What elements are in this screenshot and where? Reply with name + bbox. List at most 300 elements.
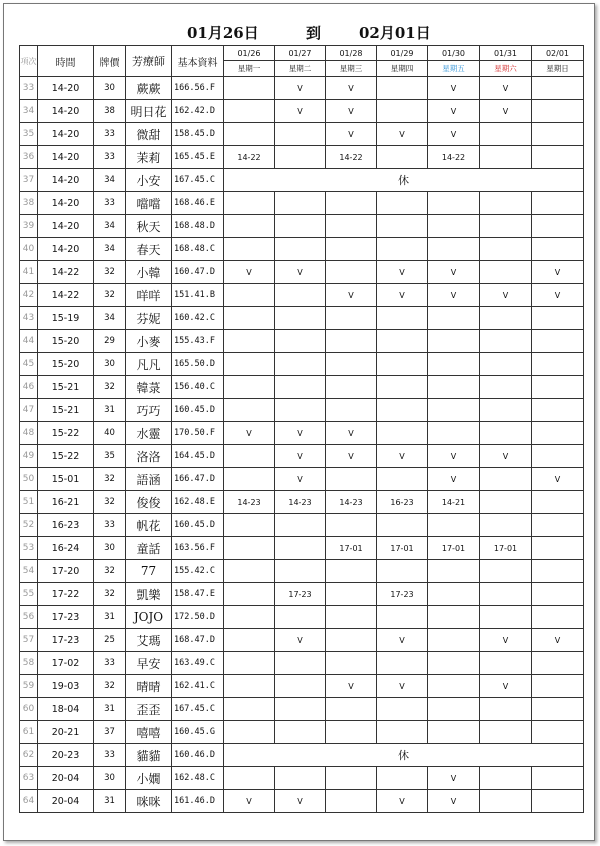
header-weekday: 星期三 [326, 61, 377, 77]
row-basic-info: 172.50.D [172, 606, 224, 629]
schedule-cell [480, 606, 532, 629]
schedule-cell [275, 215, 326, 238]
schedule-cell [224, 123, 275, 146]
schedule-cell [377, 353, 428, 376]
schedule-cell: V [275, 100, 326, 123]
schedule-cell [428, 238, 480, 261]
row-basic-info: 156.40.C [172, 376, 224, 399]
title-end-date: 02月01日 [359, 24, 431, 42]
schedule-cell [428, 422, 480, 445]
row-index: 48 [20, 422, 38, 445]
row-basic-info: 160.45.D [172, 514, 224, 537]
row-time: 14-20 [38, 146, 94, 169]
row-index: 52 [20, 514, 38, 537]
row-index: 38 [20, 192, 38, 215]
schedule-cell [377, 721, 428, 744]
table-row [20, 721, 584, 744]
row-basic-info: 167.45.C [172, 698, 224, 721]
schedule-cell [377, 422, 428, 445]
row-time: 20-04 [38, 790, 94, 813]
row-time: 14-22 [38, 284, 94, 307]
row-price: 33 [94, 652, 126, 675]
schedule-cell: V [377, 790, 428, 813]
schedule-cell [224, 77, 275, 100]
table-row [20, 123, 584, 146]
row-price: 31 [94, 698, 126, 721]
row-time: 14-20 [38, 192, 94, 215]
schedule-cell [480, 491, 532, 514]
schedule-cell: V [275, 77, 326, 100]
schedule-cell [275, 698, 326, 721]
row-time: 15-22 [38, 422, 94, 445]
header-weekday: 星期六 [480, 61, 532, 77]
schedule-cell [377, 399, 428, 422]
schedule-body [20, 77, 584, 813]
schedule-cell [480, 698, 532, 721]
row-time: 15-21 [38, 376, 94, 399]
schedule-cell: V [428, 767, 480, 790]
table-row [20, 77, 584, 100]
row-therapist-name: 歪歪 [126, 698, 172, 721]
row-index: 64 [20, 790, 38, 813]
table-row [20, 261, 584, 284]
schedule-cell [480, 238, 532, 261]
schedule-cell [326, 376, 377, 399]
row-price: 37 [94, 721, 126, 744]
schedule-cell [224, 353, 275, 376]
schedule-cell [224, 675, 275, 698]
row-time: 14-20 [38, 238, 94, 261]
schedule-cell [532, 123, 584, 146]
row-index: 63 [20, 767, 38, 790]
table-row [20, 146, 584, 169]
row-therapist-name: JOJO [126, 606, 172, 629]
table-row [20, 767, 584, 790]
row-time: 17-20 [38, 560, 94, 583]
table-row [20, 790, 584, 813]
schedule-cell: V [275, 261, 326, 284]
schedule-cell [275, 123, 326, 146]
schedule-cell [224, 514, 275, 537]
schedule-cell [532, 238, 584, 261]
schedule-cell [532, 215, 584, 238]
header-basic-info: 基本資料 [172, 46, 224, 77]
row-basic-info: 168.48.D [172, 215, 224, 238]
row-index: 53 [20, 537, 38, 560]
schedule-cell [532, 330, 584, 353]
row-time: 19-03 [38, 675, 94, 698]
schedule-cell [532, 146, 584, 169]
schedule-cell: V [428, 77, 480, 100]
schedule-cell: V [480, 629, 532, 652]
row-price: 32 [94, 491, 126, 514]
schedule-cell [377, 146, 428, 169]
row-price: 31 [94, 790, 126, 813]
schedule-cell [326, 330, 377, 353]
row-index: 35 [20, 123, 38, 146]
table-row [20, 675, 584, 698]
header-date: 01/29 [377, 46, 428, 61]
row-basic-info: 162.42.D [172, 100, 224, 123]
table-row [20, 192, 584, 215]
schedule-cell [326, 790, 377, 813]
table-row [20, 399, 584, 422]
schedule-cell [532, 721, 584, 744]
row-basic-info: 161.46.D [172, 790, 224, 813]
row-index: 43 [20, 307, 38, 330]
schedule-cell [428, 583, 480, 606]
schedule-cell: V [377, 284, 428, 307]
table-row [20, 491, 584, 514]
table-row [20, 376, 584, 399]
schedule-cell [532, 491, 584, 514]
schedule-cell: 17-23 [377, 583, 428, 606]
row-therapist-name: 芬妮 [126, 307, 172, 330]
schedule-cell [275, 307, 326, 330]
schedule-cell [326, 606, 377, 629]
table-row [20, 629, 584, 652]
header-therapist: 芳療師 [126, 46, 172, 77]
schedule-cell [377, 77, 428, 100]
schedule-cell [532, 77, 584, 100]
schedule-cell [377, 100, 428, 123]
schedule-cell [377, 307, 428, 330]
table-row [20, 606, 584, 629]
row-therapist-name: 巧巧 [126, 399, 172, 422]
schedule-cell [224, 583, 275, 606]
table-row [20, 169, 584, 192]
row-time: 17-02 [38, 652, 94, 675]
row-index: 62 [20, 744, 38, 767]
schedule-cell: V [480, 284, 532, 307]
schedule-cell [480, 468, 532, 491]
row-index: 56 [20, 606, 38, 629]
row-price: 32 [94, 284, 126, 307]
header-weekday: 星期五 [428, 61, 480, 77]
row-price: 31 [94, 399, 126, 422]
row-therapist-name: 早安 [126, 652, 172, 675]
schedule-cell: 17-01 [326, 537, 377, 560]
row-therapist-name: 小安 [126, 169, 172, 192]
schedule-cell [480, 261, 532, 284]
schedule-cell [224, 307, 275, 330]
schedule-cell [428, 192, 480, 215]
schedule-cell [275, 537, 326, 560]
row-time: 17-23 [38, 606, 94, 629]
row-time: 14-22 [38, 261, 94, 284]
schedule-cell: V [428, 468, 480, 491]
row-index: 60 [20, 698, 38, 721]
schedule-cell [377, 606, 428, 629]
row-time: 15-22 [38, 445, 94, 468]
row-therapist-name: 茉莉 [126, 146, 172, 169]
row-time: 14-20 [38, 123, 94, 146]
schedule-cell [326, 721, 377, 744]
schedule-cell [428, 353, 480, 376]
header-date: 02/01 [532, 46, 584, 61]
header-date: 01/30 [428, 46, 480, 61]
schedule-cell: 14-22 [224, 146, 275, 169]
title-start-date: 01月26日 [187, 24, 259, 42]
schedule-cell [275, 192, 326, 215]
row-basic-info: 163.49.C [172, 652, 224, 675]
header-weekday: 星期四 [377, 61, 428, 77]
row-time: 20-23 [38, 744, 94, 767]
schedule-cell [326, 238, 377, 261]
row-therapist-name: 噹噹 [126, 192, 172, 215]
row-price: 33 [94, 744, 126, 767]
row-price: 33 [94, 514, 126, 537]
table-row [20, 560, 584, 583]
row-basic-info: 168.46.E [172, 192, 224, 215]
schedule-cell [532, 422, 584, 445]
schedule-cell [326, 583, 377, 606]
schedule-cell [532, 376, 584, 399]
schedule-cell [480, 146, 532, 169]
row-index: 46 [20, 376, 38, 399]
schedule-cell [275, 330, 326, 353]
schedule-cell [326, 307, 377, 330]
row-therapist-name: 咩咩 [126, 284, 172, 307]
schedule-cell: V [224, 422, 275, 445]
row-therapist-name: 凡凡 [126, 353, 172, 376]
schedule-cell: V [326, 123, 377, 146]
schedule-cell [326, 652, 377, 675]
schedule-cell [275, 767, 326, 790]
schedule-cell [532, 353, 584, 376]
schedule-cell: 14-23 [275, 491, 326, 514]
schedule-cell [532, 307, 584, 330]
schedule-cell [275, 399, 326, 422]
schedule-cell: V [532, 284, 584, 307]
schedule-cell [224, 238, 275, 261]
schedule-cell [480, 330, 532, 353]
row-time: 15-20 [38, 353, 94, 376]
schedule-cell: V [377, 261, 428, 284]
row-therapist-name: 明日花 [126, 100, 172, 123]
schedule-cell [275, 514, 326, 537]
row-basic-info: 168.48.C [172, 238, 224, 261]
schedule-cell: 14-22 [326, 146, 377, 169]
schedule-cell [428, 606, 480, 629]
row-therapist-name: 蕨蕨 [126, 77, 172, 100]
schedule-cell [480, 514, 532, 537]
row-index: 58 [20, 652, 38, 675]
schedule-cell [480, 192, 532, 215]
schedule-cell [532, 698, 584, 721]
row-therapist-name: 小韓 [126, 261, 172, 284]
schedule-cell [532, 192, 584, 215]
schedule-cell: V [275, 422, 326, 445]
row-basic-info: 155.43.F [172, 330, 224, 353]
schedule-cell [377, 238, 428, 261]
row-therapist-name: 語涵 [126, 468, 172, 491]
schedule-cell [532, 100, 584, 123]
schedule-cell [275, 675, 326, 698]
schedule-cell [326, 399, 377, 422]
schedule-cell: V [224, 790, 275, 813]
schedule-cell [480, 123, 532, 146]
schedule-cell: V [275, 445, 326, 468]
schedule-cell: 16-23 [377, 491, 428, 514]
row-price: 32 [94, 376, 126, 399]
schedule-cell [224, 606, 275, 629]
schedule-cell: V [532, 629, 584, 652]
row-price: 33 [94, 192, 126, 215]
schedule-cell [428, 215, 480, 238]
row-price: 30 [94, 353, 126, 376]
schedule-cell [428, 307, 480, 330]
row-therapist-name: 洛洛 [126, 445, 172, 468]
schedule-cell: V [532, 261, 584, 284]
schedule-cell [224, 560, 275, 583]
row-price: 32 [94, 675, 126, 698]
row-basic-info: 162.48.C [172, 767, 224, 790]
table-row [20, 583, 584, 606]
row-time: 14-20 [38, 77, 94, 100]
row-index: 47 [20, 399, 38, 422]
schedule-cell [224, 537, 275, 560]
schedule-cell [377, 560, 428, 583]
row-therapist-name: 小麥 [126, 330, 172, 353]
schedule-cell [224, 767, 275, 790]
row-therapist-name: 俊俊 [126, 491, 172, 514]
row-price: 32 [94, 560, 126, 583]
schedule-cell: V [480, 445, 532, 468]
schedule-cell [224, 215, 275, 238]
row-price: 32 [94, 261, 126, 284]
schedule-cell [480, 767, 532, 790]
schedule-cell [224, 652, 275, 675]
schedule-cell [480, 560, 532, 583]
row-index: 41 [20, 261, 38, 284]
header-date: 01/31 [480, 46, 532, 61]
schedule-cell [480, 376, 532, 399]
row-time: 15-01 [38, 468, 94, 491]
row-index: 33 [20, 77, 38, 100]
table-row [20, 353, 584, 376]
schedule-title [4, 18, 594, 44]
rest-day-cell: 休 [224, 169, 584, 192]
schedule-cell [428, 675, 480, 698]
schedule-cell [480, 399, 532, 422]
schedule-cell [377, 698, 428, 721]
row-basic-info: 155.42.C [172, 560, 224, 583]
schedule-cell: V [275, 790, 326, 813]
row-therapist-name: 晴晴 [126, 675, 172, 698]
row-basic-info: 162.41.C [172, 675, 224, 698]
row-therapist-name: 艾瑪 [126, 629, 172, 652]
header-date: 01/27 [275, 46, 326, 61]
schedule-cell: V [326, 422, 377, 445]
table-row [20, 514, 584, 537]
table-row [20, 468, 584, 491]
row-index: 51 [20, 491, 38, 514]
table-row [20, 330, 584, 353]
row-basic-info: 168.47.D [172, 629, 224, 652]
row-therapist-name: 咪咪 [126, 790, 172, 813]
schedule-cell [275, 353, 326, 376]
row-therapist-name: 貓貓 [126, 744, 172, 767]
row-index: 36 [20, 146, 38, 169]
header-date: 01/26 [224, 46, 275, 61]
row-basic-info: 160.45.G [172, 721, 224, 744]
row-therapist-name: 水靈 [126, 422, 172, 445]
row-basic-info: 165.45.E [172, 146, 224, 169]
table-row [20, 238, 584, 261]
row-index: 59 [20, 675, 38, 698]
row-price: 30 [94, 767, 126, 790]
schedule-cell: V [428, 261, 480, 284]
row-price: 25 [94, 629, 126, 652]
row-price: 30 [94, 77, 126, 100]
header-weekday: 星期日 [532, 61, 584, 77]
schedule-cell: V [377, 629, 428, 652]
schedule-cell [275, 238, 326, 261]
row-basic-info: 165.50.D [172, 353, 224, 376]
row-price: 33 [94, 123, 126, 146]
header-price: 牌價 [94, 46, 126, 77]
schedule-cell: V [326, 77, 377, 100]
table-row [20, 307, 584, 330]
schedule-cell [275, 721, 326, 744]
row-index: 61 [20, 721, 38, 744]
schedule-cell: 14-21 [428, 491, 480, 514]
row-basic-info: 158.45.D [172, 123, 224, 146]
schedule-cell [224, 192, 275, 215]
row-therapist-name: 童話 [126, 537, 172, 560]
schedule-cell [480, 652, 532, 675]
schedule-cell [224, 445, 275, 468]
row-basic-info: 166.56.F [172, 77, 224, 100]
schedule-cell [224, 330, 275, 353]
row-time: 20-21 [38, 721, 94, 744]
row-price: 34 [94, 169, 126, 192]
schedule-cell: V [428, 445, 480, 468]
schedule-cell: V [377, 445, 428, 468]
schedule-cell: V [480, 77, 532, 100]
row-therapist-name: 帆花 [126, 514, 172, 537]
schedule-cell [377, 652, 428, 675]
header-index: 項次 [20, 46, 38, 77]
schedule-cell: V [428, 123, 480, 146]
row-index: 37 [20, 169, 38, 192]
schedule-cell [224, 376, 275, 399]
schedule-cell: V [428, 284, 480, 307]
schedule-cell [326, 560, 377, 583]
row-price: 29 [94, 330, 126, 353]
schedule-cell [480, 790, 532, 813]
rest-day-cell: 休 [224, 744, 584, 767]
schedule-cell [480, 583, 532, 606]
row-therapist-name: 秋天 [126, 215, 172, 238]
row-index: 50 [20, 468, 38, 491]
row-therapist-name: 韓菉 [126, 376, 172, 399]
schedule-cell [326, 629, 377, 652]
row-time: 16-23 [38, 514, 94, 537]
header-weekday: 星期一 [224, 61, 275, 77]
schedule-cell [326, 261, 377, 284]
row-price: 32 [94, 468, 126, 491]
schedule-page [3, 3, 595, 841]
row-index: 42 [20, 284, 38, 307]
schedule-cell [532, 675, 584, 698]
schedule-cell [428, 514, 480, 537]
schedule-cell: V [377, 675, 428, 698]
row-therapist-name: 小嫺 [126, 767, 172, 790]
row-therapist-name: 77 [126, 560, 172, 583]
row-basic-info: 162.48.E [172, 491, 224, 514]
